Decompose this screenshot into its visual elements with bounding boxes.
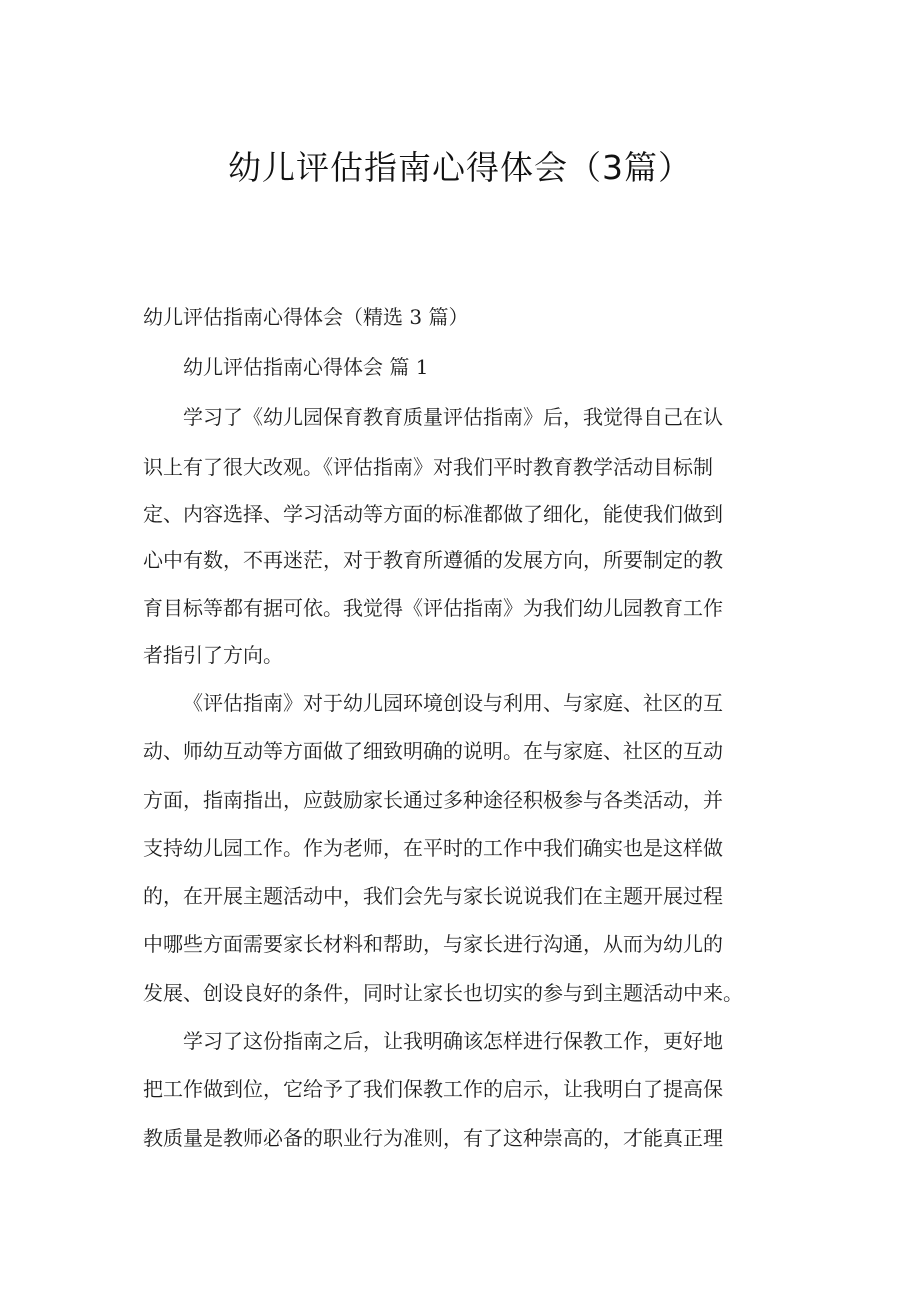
paragraph-line: 的，在开展主题活动中，我们会先与家长说说我们在主题开展过程 (143, 884, 723, 908)
section-heading: 幼儿评估指南心得体会 篇 1 (183, 355, 429, 379)
document-body (143, 0, 783, 1302)
paragraph-line: 发展、创设良好的条件，同时让家长也切实的参与到主题活动中来。 (143, 981, 743, 1005)
paragraph-line: 定、内容选择、学习活动等方面的标准都做了细化，能使我们做到 (143, 502, 723, 526)
paragraph-line: 动、师幼互动等方面做了细致明确的说明。在与家庭、社区的互动 (143, 739, 723, 763)
paragraph-line: 识上有了很大改观。《评估指南》对我们平时教育教学活动目标制 (143, 455, 713, 479)
document-title: 幼儿评估指南心得体会（3篇） (228, 148, 692, 187)
paragraph-line: 教质量是教师必备的职业行为准则，有了这种崇高的，才能真正理 (143, 1126, 723, 1150)
paragraph-line: 把工作做到位，它给予了我们保教工作的启示，让我明白了提高保 (143, 1077, 723, 1101)
paragraph-line: 者指引了方向。 (143, 643, 283, 667)
paragraph-line: 中哪些方面需要家长材料和帮助，与家长进行沟通，从而为幼儿的 (143, 932, 723, 956)
paragraph-line: 《评估指南》对于幼儿园环境创设与利用、与家庭、社区的互 (183, 691, 723, 715)
paragraph-line: 育目标等都有据可依。我觉得《评估指南》为我们幼儿园教育工作 (143, 596, 723, 620)
paragraph-line: 学习了《幼儿园保育教育质量评估指南》后，我觉得自己在认 (183, 405, 723, 429)
paragraph-line: 支持幼儿园工作。作为老师，在平时的工作中我们确实也是这样做 (143, 836, 723, 860)
paragraph-line: 心中有数，不再迷茫，对于教育所遵循的发展方向，所要制定的教 (143, 548, 723, 572)
paragraph-line: 学习了这份指南之后，让我明确该怎样进行保教工作，更好地 (183, 1029, 723, 1053)
document-subtitle: 幼儿评估指南心得体会（精选 3 篇） (143, 305, 469, 329)
paragraph-line: 方面，指南指出，应鼓励家长通过多种途径积极参与各类活动，并 (143, 788, 723, 812)
